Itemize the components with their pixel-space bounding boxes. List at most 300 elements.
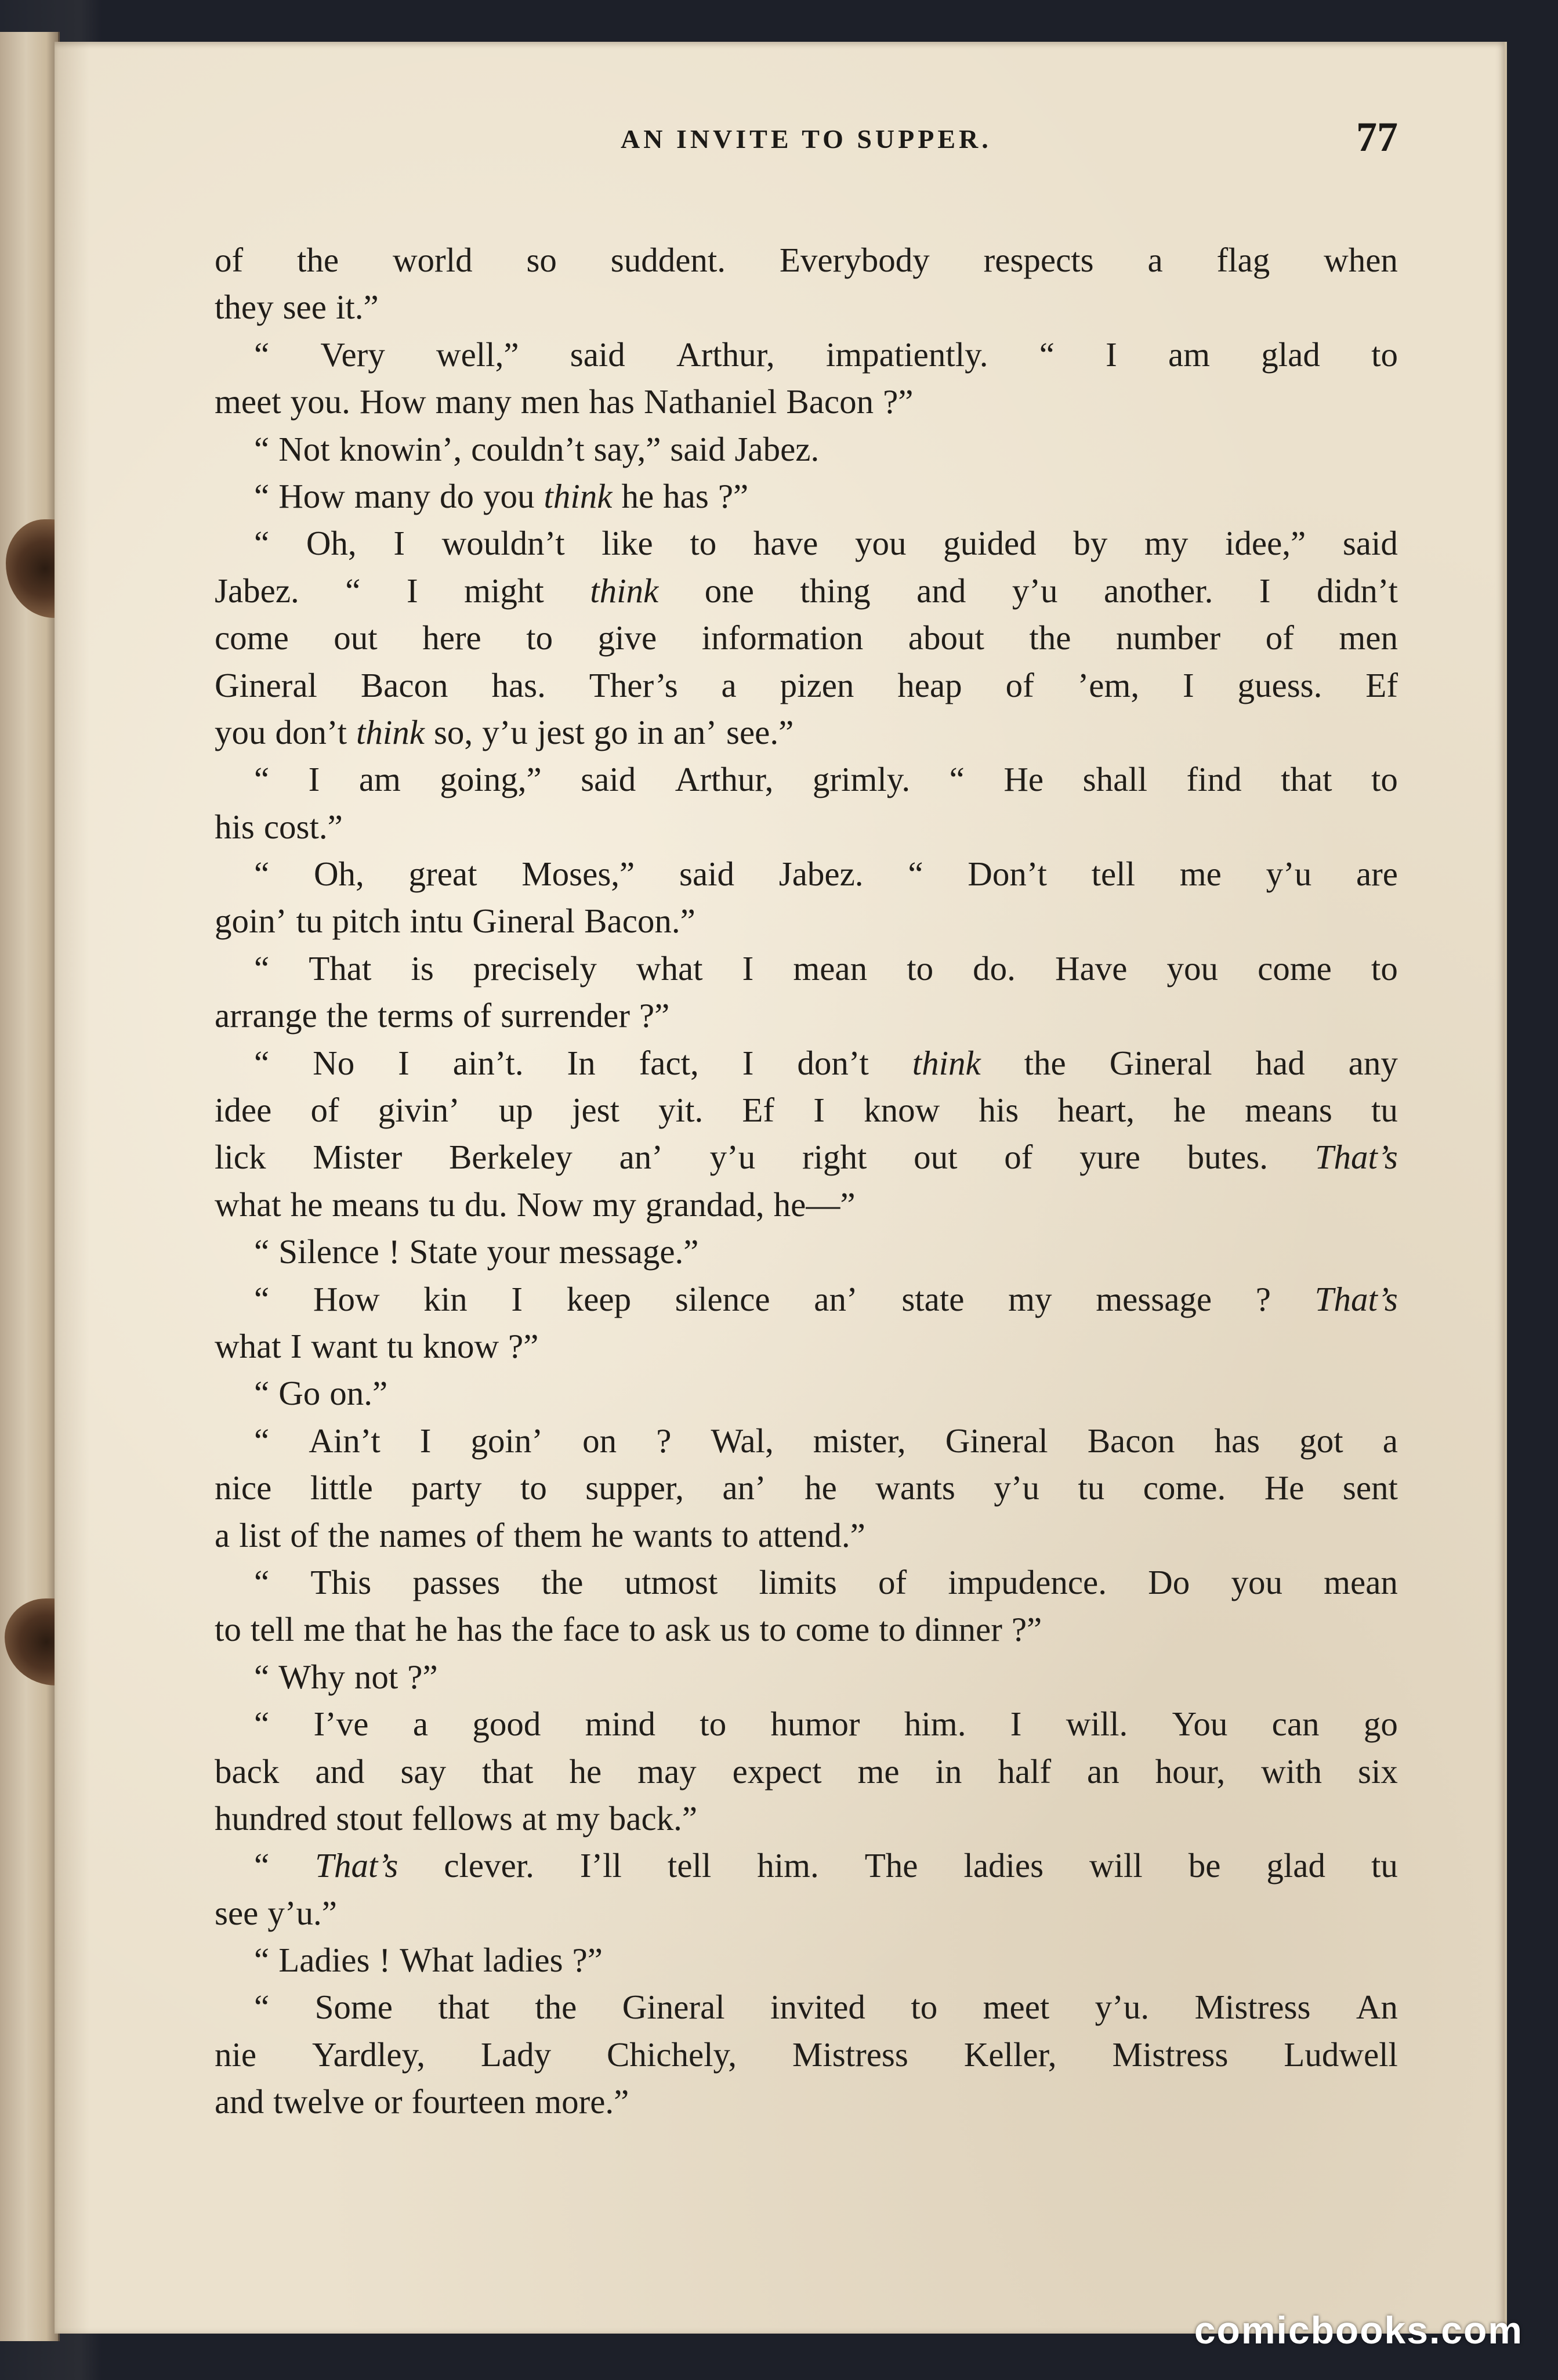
- word: Ain’t: [309, 1421, 381, 1460]
- word: information: [701, 618, 864, 657]
- text-line: [215, 1890, 1398, 1937]
- text-line: [215, 567, 1398, 614]
- word: state: [901, 1279, 965, 1318]
- word: message.”: [559, 1232, 699, 1271]
- word: kin: [423, 1279, 468, 1318]
- word: fellows: [412, 1799, 513, 1838]
- word: guess.: [1237, 665, 1323, 704]
- word: Oh,: [313, 855, 364, 894]
- word: I: [742, 1043, 754, 1082]
- word: !: [388, 1232, 400, 1271]
- word: dinner: [915, 1610, 1002, 1649]
- word: tell: [1091, 855, 1135, 894]
- word: Bacon: [360, 665, 448, 704]
- word: Oh,: [306, 524, 357, 563]
- word: think: [590, 571, 659, 610]
- word: Nathaniel: [643, 382, 777, 421]
- word: goin’: [470, 1421, 544, 1460]
- word: Ladies: [278, 1941, 370, 1980]
- word: wouldn’t: [441, 524, 565, 563]
- word: to: [1371, 335, 1398, 374]
- word: an’: [814, 1279, 858, 1318]
- word: y’u: [482, 712, 528, 751]
- word: has: [589, 382, 635, 421]
- word: precisely: [473, 949, 597, 988]
- word: That: [309, 949, 372, 988]
- word: has.: [491, 665, 546, 704]
- word: Go: [278, 1374, 321, 1413]
- word: Ef: [742, 1091, 775, 1130]
- word: ’em,: [1077, 665, 1140, 704]
- word: ?: [656, 1421, 672, 1460]
- text-line: [215, 1417, 1398, 1464]
- word: humor: [770, 1705, 860, 1744]
- word: and: [916, 571, 966, 610]
- word: said: [1342, 524, 1398, 563]
- word: “: [254, 949, 270, 988]
- text-line: [215, 1087, 1398, 1134]
- word: in: [637, 712, 664, 751]
- word: is: [411, 949, 434, 988]
- text-line: [215, 473, 1398, 520]
- text-line: [215, 331, 1398, 378]
- word: to: [520, 1468, 547, 1507]
- text-line: [215, 284, 1398, 331]
- word: what: [215, 1326, 281, 1365]
- word: An: [1356, 1988, 1398, 2027]
- word: Gineral: [1109, 1043, 1212, 1082]
- word: ladies: [963, 1846, 1044, 1885]
- word: glad: [1266, 1846, 1325, 1885]
- word: This: [310, 1562, 372, 1601]
- word: his: [215, 807, 255, 846]
- word: He: [1003, 760, 1044, 799]
- word: Ther’s: [589, 665, 678, 704]
- word: to: [629, 1610, 656, 1649]
- word: grimly.: [812, 760, 911, 799]
- page-number: 77: [1356, 114, 1398, 160]
- word: Gineral: [622, 1988, 725, 2027]
- word: “: [254, 476, 270, 515]
- word: Bacon.”: [584, 902, 695, 941]
- word: do.: [973, 949, 1016, 988]
- word: my: [556, 1799, 600, 1838]
- word: don’t: [275, 712, 347, 751]
- word: names: [379, 1515, 467, 1554]
- word: the: [297, 241, 339, 279]
- word: of: [1265, 618, 1294, 657]
- word: mister,: [813, 1421, 906, 1460]
- word: you: [1166, 949, 1219, 988]
- word: he: [805, 1468, 837, 1507]
- word: du.: [465, 1185, 508, 1224]
- word: to: [759, 1610, 787, 1649]
- word: number: [1115, 618, 1221, 657]
- word: No: [313, 1043, 355, 1082]
- word: supper,: [585, 1468, 684, 1507]
- word: I’ll: [579, 1846, 622, 1885]
- word: think: [544, 476, 613, 515]
- word: think: [356, 712, 425, 751]
- text-line: [215, 1464, 1398, 1511]
- word: can: [1271, 1705, 1320, 1744]
- word: have: [753, 524, 818, 563]
- word: men: [1339, 618, 1398, 657]
- text-line: [215, 1606, 1398, 1653]
- word: of: [290, 1515, 319, 1554]
- word: Ef: [1365, 665, 1398, 704]
- word: means: [1245, 1091, 1332, 1130]
- text-line: [215, 851, 1398, 898]
- word: lick: [215, 1138, 266, 1177]
- word: “: [1039, 335, 1055, 374]
- word: had: [1255, 1043, 1305, 1082]
- word: his: [979, 1091, 1019, 1130]
- word: back: [215, 1752, 280, 1791]
- word: well,”: [436, 335, 519, 374]
- word: said: [570, 335, 625, 374]
- word: glad: [1261, 335, 1320, 374]
- word: Mistress: [1112, 2035, 1229, 2074]
- word: y’u: [1266, 855, 1312, 894]
- running-head: AN INVITE TO SUPPER.: [621, 124, 992, 154]
- word: tu: [1371, 1091, 1398, 1130]
- word: Jabez.: [215, 571, 299, 610]
- word: Chichely,: [607, 2035, 737, 2074]
- word: a: [412, 1705, 429, 1744]
- word: an’: [673, 712, 718, 751]
- word: do: [440, 476, 474, 515]
- word: has: [663, 476, 709, 515]
- word: to: [526, 618, 553, 657]
- word: say,”: [593, 429, 661, 468]
- word: he: [290, 1185, 323, 1224]
- word: y’u: [994, 1468, 1039, 1507]
- word: are: [1356, 855, 1398, 894]
- word: sent: [1342, 1468, 1398, 1507]
- word: expect: [732, 1752, 822, 1791]
- word: good: [472, 1705, 541, 1744]
- word: of: [215, 241, 244, 279]
- word: “: [254, 1043, 270, 1082]
- word: flag: [1216, 241, 1270, 279]
- text-line: [215, 1701, 1398, 1748]
- text-line: [215, 520, 1398, 567]
- text-line: [215, 709, 1398, 756]
- word: has: [456, 1610, 503, 1649]
- word: suddent.: [610, 241, 726, 279]
- word: my: [592, 1185, 636, 1224]
- word: party: [411, 1468, 482, 1507]
- word: tu: [1078, 1468, 1105, 1507]
- word: utmost: [624, 1562, 718, 1601]
- word: so,: [433, 712, 473, 751]
- word: Bacon: [1087, 1421, 1175, 1460]
- word: Gineral: [215, 665, 317, 704]
- word: idee: [215, 1091, 272, 1130]
- word: I: [1106, 335, 1117, 374]
- word: the: [535, 1988, 577, 2027]
- word: I: [308, 760, 320, 799]
- word: up: [498, 1091, 533, 1130]
- word: might: [464, 571, 544, 610]
- word: arrange: [215, 996, 317, 1035]
- text-line: [215, 1654, 1398, 1701]
- word: many: [435, 382, 512, 421]
- word: How: [278, 476, 345, 515]
- word: How: [359, 382, 426, 421]
- word: I’ve: [313, 1705, 369, 1744]
- text-line: [215, 1323, 1398, 1370]
- word: That’s: [1314, 1138, 1398, 1177]
- word: you.: [290, 382, 350, 421]
- word: Some: [314, 1988, 393, 2027]
- text-line: [215, 1276, 1398, 1323]
- word: message: [1096, 1279, 1212, 1318]
- page-header: [215, 113, 1398, 165]
- word: a: [215, 1515, 230, 1554]
- word: Moses,”: [521, 855, 635, 894]
- text-line: [215, 1040, 1398, 1087]
- page-body-text: [215, 237, 1398, 2126]
- word: back.”: [608, 1799, 698, 1838]
- word: meet: [215, 382, 281, 421]
- word: “: [254, 855, 270, 894]
- word: goin’: [215, 902, 287, 941]
- word: me: [857, 1752, 900, 1791]
- word: ain’t.: [452, 1043, 524, 1082]
- text-line: [215, 237, 1398, 284]
- word: the: [1029, 618, 1071, 657]
- word: it.”: [335, 288, 379, 327]
- word: got: [1299, 1421, 1343, 1460]
- word: to: [879, 1610, 906, 1649]
- word: or: [374, 2082, 403, 2121]
- word: on: [582, 1421, 617, 1460]
- word: I: [398, 1043, 410, 1082]
- word: like: [602, 524, 653, 563]
- word: “: [254, 1657, 270, 1696]
- word: going,”: [440, 760, 542, 799]
- word: tell: [250, 1610, 295, 1649]
- text-line: [215, 804, 1398, 851]
- word: !: [379, 1941, 391, 1980]
- word: he: [415, 1610, 448, 1649]
- word: Why: [278, 1657, 345, 1696]
- text-line: [215, 1228, 1398, 1275]
- word: and: [315, 1752, 365, 1791]
- word: ?”: [1011, 1610, 1042, 1649]
- text-line: [215, 2031, 1398, 2078]
- text-line: [215, 1842, 1398, 1889]
- word: he—”: [773, 1185, 856, 1224]
- word: Ludwell: [1284, 2035, 1398, 2074]
- word: ?”: [883, 382, 914, 421]
- word: out: [914, 1138, 958, 1177]
- word: may: [637, 1752, 697, 1791]
- word: I: [393, 524, 405, 563]
- word: “: [254, 1562, 270, 1601]
- word: an’: [722, 1468, 766, 1507]
- word: “: [254, 1941, 270, 1980]
- word: nie: [215, 2035, 257, 2074]
- word: State: [409, 1232, 478, 1271]
- word: That’s: [315, 1846, 398, 1885]
- word: said: [581, 760, 636, 799]
- word: “: [908, 855, 923, 894]
- word: ?”: [639, 996, 670, 1035]
- word: Do: [1148, 1562, 1190, 1601]
- word: ladies: [483, 1941, 563, 1980]
- word: half: [998, 1752, 1052, 1791]
- word: world: [392, 241, 473, 279]
- word: not: [354, 1657, 398, 1696]
- word: tu: [387, 1326, 414, 1365]
- text-line: [215, 945, 1398, 992]
- word: heart,: [1057, 1091, 1135, 1130]
- word: to: [215, 1610, 241, 1649]
- word: I: [1010, 1705, 1022, 1744]
- word: Silence: [278, 1232, 379, 1271]
- word: about: [908, 618, 984, 657]
- word: the: [326, 996, 368, 1035]
- word: that: [354, 1610, 406, 1649]
- word: has: [1214, 1421, 1260, 1460]
- word: I: [511, 1279, 523, 1318]
- word: meet: [983, 1988, 1050, 2027]
- word: “: [254, 1279, 270, 1318]
- word: means: [332, 1185, 420, 1224]
- word: your: [487, 1232, 550, 1271]
- word: so: [526, 241, 557, 279]
- word: Have: [1055, 949, 1128, 988]
- word: “: [254, 1421, 270, 1460]
- word: to: [1371, 949, 1398, 988]
- word: y’u: [1012, 571, 1058, 610]
- word: of: [463, 996, 492, 1035]
- word: he: [621, 476, 654, 515]
- word: He: [1264, 1468, 1305, 1507]
- word: tell: [667, 1846, 712, 1885]
- word: shall: [1082, 760, 1148, 799]
- word: see: [282, 288, 327, 327]
- text-line: [215, 614, 1398, 661]
- word: givin’: [378, 1091, 460, 1130]
- word: me: [1179, 855, 1222, 894]
- word: cost.”: [263, 807, 343, 846]
- word: and: [215, 2082, 265, 2121]
- word: What: [400, 1941, 474, 1980]
- word: will: [1089, 1846, 1143, 1885]
- word: “: [254, 429, 270, 468]
- word: find: [1186, 760, 1242, 799]
- word: an’: [619, 1138, 663, 1177]
- text-line: [215, 426, 1398, 473]
- text-line: [215, 992, 1398, 1039]
- word: fourteen: [411, 2082, 526, 2121]
- word: my: [1008, 1279, 1052, 1318]
- word: ask: [665, 1610, 711, 1649]
- word: him.: [904, 1705, 966, 1744]
- word: my: [1144, 524, 1189, 563]
- word: hour,: [1155, 1752, 1226, 1791]
- word: the: [541, 1562, 584, 1601]
- word: I: [1259, 571, 1271, 610]
- word: jest: [572, 1091, 619, 1130]
- word: y’u.”: [267, 1893, 337, 1932]
- previous-page-edge: [0, 32, 60, 2341]
- text-line: [215, 898, 1398, 945]
- word: said: [670, 429, 726, 468]
- word: wants: [633, 1515, 713, 1554]
- word: come.: [1143, 1468, 1226, 1507]
- word: “: [949, 760, 965, 799]
- word: say: [400, 1752, 447, 1791]
- text-line: [215, 1748, 1398, 1795]
- word: tu: [1371, 1846, 1398, 1885]
- word: to: [700, 1705, 727, 1744]
- word: to: [907, 949, 934, 988]
- word: will.: [1066, 1705, 1128, 1744]
- word: you: [483, 476, 535, 515]
- word: said: [679, 855, 735, 894]
- word: In: [567, 1043, 596, 1082]
- word: of: [310, 1091, 339, 1130]
- word: of: [878, 1562, 907, 1601]
- word: to: [911, 1988, 938, 2027]
- word: Keller,: [963, 2035, 1057, 2074]
- word: “: [254, 1232, 270, 1271]
- word: more.”: [535, 2082, 629, 2121]
- word: come: [215, 618, 289, 657]
- word: Not: [278, 429, 330, 468]
- word: ?”: [572, 1941, 603, 1980]
- word: am: [1168, 335, 1211, 374]
- word: “: [254, 1374, 270, 1413]
- word: the: [512, 1610, 554, 1649]
- word: Wal,: [711, 1421, 774, 1460]
- word: “: [345, 571, 361, 610]
- word: men: [520, 382, 580, 421]
- word: don’t: [797, 1043, 869, 1082]
- word: go: [1363, 1705, 1398, 1744]
- text-line: [215, 378, 1398, 425]
- word: yit.: [658, 1091, 704, 1130]
- word: a: [1382, 1421, 1398, 1460]
- word: in: [935, 1752, 962, 1791]
- word: Bacon: [786, 382, 874, 421]
- text-line: [215, 1559, 1398, 1606]
- word: stout: [336, 1799, 403, 1838]
- word: that: [482, 1752, 534, 1791]
- word: face: [563, 1610, 620, 1649]
- word: Arthur,: [675, 760, 774, 799]
- word: another.: [1103, 571, 1213, 610]
- word: respects: [983, 241, 1094, 279]
- word: that: [1281, 760, 1332, 799]
- word: Yardley,: [311, 2035, 426, 2074]
- word: passes: [412, 1562, 501, 1601]
- word: mean: [793, 949, 868, 988]
- word: be: [1188, 1846, 1221, 1885]
- word: tu: [429, 1185, 456, 1224]
- word: us: [720, 1610, 751, 1649]
- word: I: [1182, 665, 1194, 704]
- word: Mistress: [1194, 1988, 1311, 2027]
- word: I: [290, 1326, 302, 1365]
- word: thing: [800, 571, 871, 610]
- text-line: [215, 1370, 1398, 1417]
